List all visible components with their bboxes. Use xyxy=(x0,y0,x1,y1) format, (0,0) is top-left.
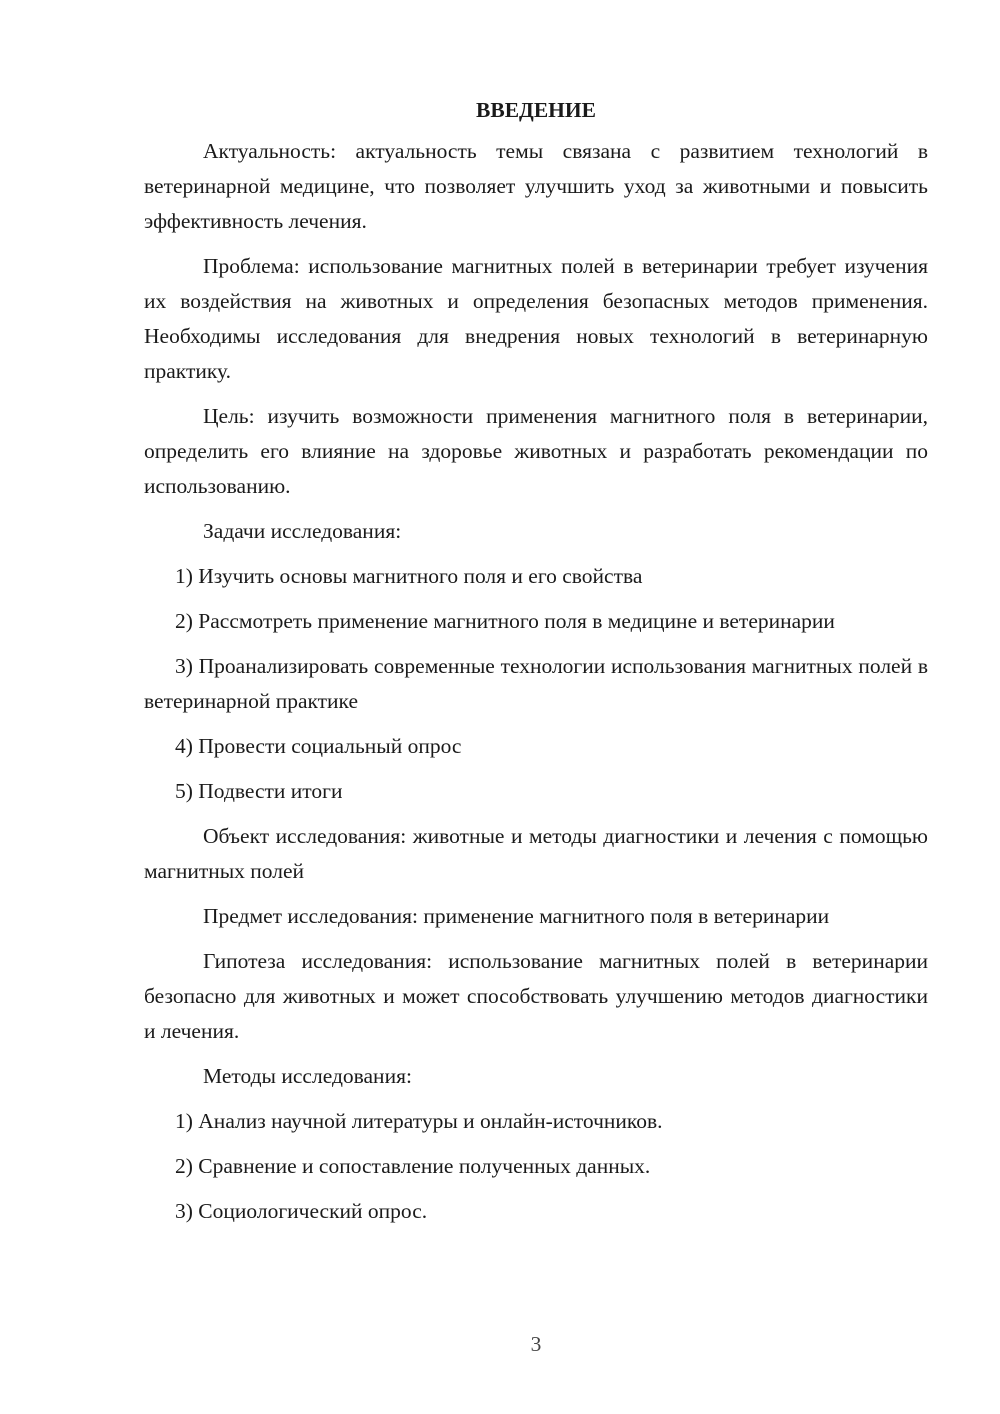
page-content xyxy=(144,92,928,1239)
hypothesis-paragraph: Гипотеза исследования: использование магнитных полей в ветеринарии безопасно для животных и может способствовать улучшению методов диагностики и лечения. xyxy=(144,949,928,1043)
tasks-heading: Задачи исследования: xyxy=(203,519,402,543)
page-title: ВВЕДЕНИЕ xyxy=(476,98,596,122)
goal-paragraph: Цель: изучить возможности применения магнитного поля в ветеринарии, определить его влияние на здоровье животных и разработать рекомендации по использованию. xyxy=(144,404,928,498)
object-paragraph: Объект исследования: животные и методы диагностики и лечения с помощью магнитных полей xyxy=(144,824,928,883)
list-item: 3) Проанализировать современные технологии использования магнитных полей в ветеринарной практике xyxy=(144,654,928,713)
relevance-paragraph: Актуальность: актуальность темы связана с развитием технологий в ветеринарной медицине, что позволяет улучшить уход за животными и повысить эффективность лечения. xyxy=(144,139,928,233)
list-item: 2) Сравнение и сопоставление полученных данных. xyxy=(175,1154,651,1178)
list-item: 5) Подвести итоги xyxy=(175,779,343,803)
list-item: 2) Рассмотреть применение магнитного поля в медицине и ветеринарии xyxy=(175,609,835,633)
subject-paragraph: Предмет исследования: применение магнитного поля в ветеринарии xyxy=(203,904,830,928)
list-item: 4) Провести социальный опрос xyxy=(175,734,462,758)
list-item: 1) Изучить основы магнитного поля и его свойства xyxy=(175,564,643,588)
methods-heading: Методы исследования: xyxy=(203,1064,412,1088)
list-item: 3) Социологический опрос. xyxy=(175,1199,428,1223)
problem-paragraph: Проблема: использование магнитных полей в ветеринарии требует изучения их воздействия на животных и определения безопасных методов применения. Необходимы исследования для внедрения новых технологий в ветеринарную практику. xyxy=(144,254,928,383)
page-number: 3 xyxy=(530,1332,542,1356)
list-item: 1) Анализ научной литературы и онлайн-источников. xyxy=(175,1109,663,1133)
